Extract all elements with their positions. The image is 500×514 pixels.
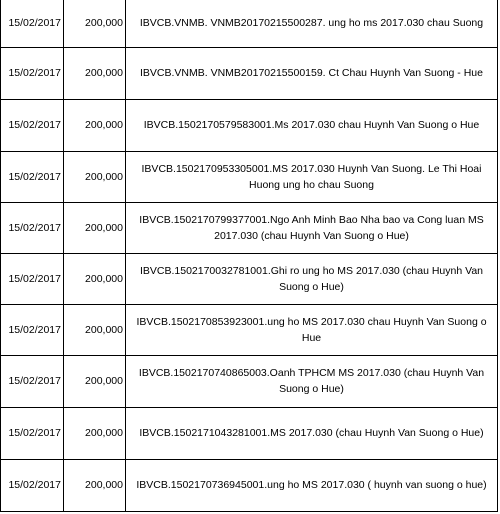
amount-cell: 200,000 xyxy=(64,355,126,407)
date-cell: 15/02/2017 xyxy=(1,0,64,47)
amount-cell: 200,000 xyxy=(64,99,126,151)
table-row xyxy=(1,151,498,202)
table-row xyxy=(1,47,498,99)
table-row xyxy=(1,355,498,407)
description-cell: IBVCB.1502170579583001.Ms 2017.030 chau Huynh Van Suong o Hue xyxy=(126,99,498,151)
description-cell: IBVCB.1502171043281001.MS 2017.030 (chau Huynh Van Suong o Hue) xyxy=(126,407,498,459)
description-cell: IBVCB.1502170736945001.ung ho MS 2017.030 ( huynh van suong o hue) xyxy=(126,459,498,511)
description-cell: IBVCB.1502170740865003.Oanh TPHCM MS 2017.030 (chau Huynh Van Suong o Hue) xyxy=(126,355,498,407)
amount-cell: 200,000 xyxy=(64,304,126,355)
table-row xyxy=(1,0,498,47)
date-cell: 15/02/2017 xyxy=(1,47,64,99)
date-cell: 15/02/2017 xyxy=(1,99,64,151)
amount-cell: 200,000 xyxy=(64,151,126,202)
description-cell: IBVCB.1502170032781001.Ghi ro ung ho MS 2017.030 (chau Huynh Van Suong o Hue) xyxy=(126,253,498,304)
description-cell: IBVCB.1502170799377001.Ngo Anh Minh Bao Nha bao va Cong luan MS 2017.030 (chau Huynh Van Suong o Hue) xyxy=(126,202,498,253)
description-cell: IBVCB.1502170953305001.MS 2017.030 Huynh Van Suong. Le Thi Hoai Huong ung ho chau Suong xyxy=(126,151,498,202)
amount-cell: 200,000 xyxy=(64,253,126,304)
description-cell: IBVCB.1502170853923001.ung ho MS 2017.030 chau Huynh Van Suong o Hue xyxy=(126,304,498,355)
description-cell: IBVCB.VNMB. VNMB20170215500159. Ct Chau Huynh Van Suong - Hue xyxy=(126,47,498,99)
table-row xyxy=(1,99,498,151)
table-row xyxy=(1,459,498,511)
amount-cell: 200,000 xyxy=(64,47,126,99)
date-cell: 15/02/2017 xyxy=(1,355,64,407)
date-cell: 15/02/2017 xyxy=(1,253,64,304)
amount-cell: 200,000 xyxy=(64,459,126,511)
table-row xyxy=(1,202,498,253)
date-cell: 15/02/2017 xyxy=(1,151,64,202)
date-cell: 15/02/2017 xyxy=(1,407,64,459)
amount-cell: 200,000 xyxy=(64,0,126,47)
amount-cell: 200,000 xyxy=(64,202,126,253)
description-cell: IBVCB.VNMB. VNMB20170215500287. ung ho ms 2017.030 chau Suong xyxy=(126,0,498,47)
table-row xyxy=(1,253,498,304)
date-cell: 15/02/2017 xyxy=(1,459,64,511)
date-cell: 15/02/2017 xyxy=(1,202,64,253)
table-row xyxy=(1,304,498,355)
date-cell: 15/02/2017 xyxy=(1,304,64,355)
amount-cell: 200,000 xyxy=(64,407,126,459)
table-row xyxy=(1,407,498,459)
